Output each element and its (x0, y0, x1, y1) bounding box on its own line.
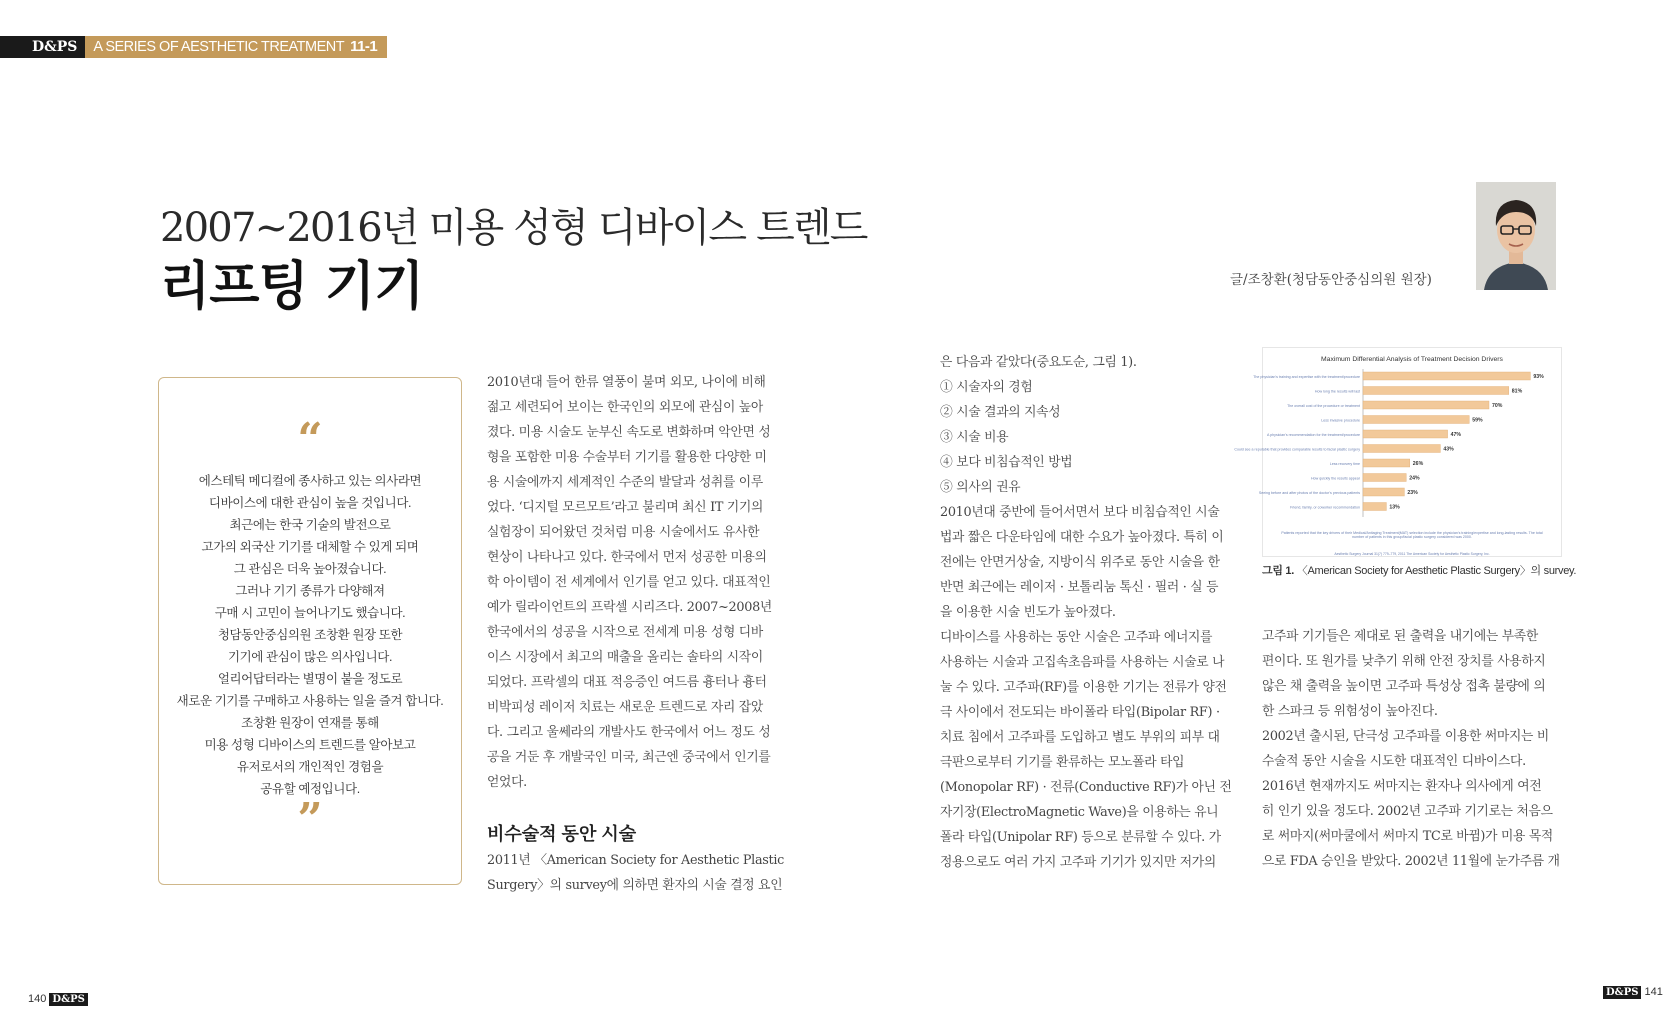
text-line: 수술적 동안 시술을 시도한 대표적인 디바이스다. (1262, 754, 1526, 769)
category-label: The physician’s training and expertise with the treatment/procedure (1253, 375, 1360, 379)
left-page-footer (28, 993, 88, 1005)
text-line: 얻었다. (487, 775, 527, 790)
magazine-brand: D&PS (0, 36, 85, 58)
quote-line: 청담동안중심의원 조창환 원장 또한 (217, 628, 403, 642)
quote-line: 그러나 기기 종류가 다양해져 (235, 584, 385, 598)
series-number: 11-1 (350, 38, 378, 55)
figure-caption-text: 〈American Society for Aesthetic Plastic Surgery〉의 survey. (1296, 565, 1577, 577)
text-line: 으로 FDA 승인을 받았다. 2002년 11월에 눈가주름 개 (1262, 854, 1560, 869)
body-column-1 (487, 370, 792, 795)
text-line: 예가 릴라이언트의 프락셀 시리즈다. 2007~2008년 (487, 600, 772, 615)
series-name: A SERIES OF AESTHETIC TREATMENT (93, 39, 345, 55)
text-line: 실험장이 되어왔던 것처럼 미용 시술에서도 유사한 (487, 525, 760, 540)
author-photo (1476, 182, 1556, 290)
figure-caption (1262, 562, 1576, 578)
category-label: Could see a reputable that provides comparable results to facial plastic surgery (1234, 447, 1360, 452)
series-title (85, 36, 387, 58)
chart-bar (1363, 401, 1489, 409)
text-line: 편이다. 또 원가를 낮추기 위해 안전 장치를 사용하지 (1262, 654, 1546, 669)
text-line: ① 시술자의 경험 (940, 380, 1033, 395)
text-line: 이스 시장에서 최고의 매출을 올리는 솔타의 시작이 (487, 650, 763, 665)
author-portrait-icon (1476, 182, 1556, 290)
text-line: 2016년 현재까지도 써마지는 환자나 의사에게 여전 (1262, 779, 1542, 794)
text-line: 극판으로부터 기기를 환류하는 모노폴라 타입 (940, 755, 1185, 770)
chart-bar (1363, 488, 1404, 496)
text-line: 폴라 타입(Unipolar RF) 등으로 분류할 수 있다. 가 (940, 830, 1221, 845)
quote-line: 공유할 예정입니다. (260, 782, 360, 796)
category-label: Seeing before and after photos of the doctor’s previous patients (1258, 491, 1360, 495)
text-line: 전에는 안면거상술, 지방이식 위주로 동안 시술을 한 (940, 555, 1220, 570)
text-line: 극 사이에서 전도되는 바이폴라 타입(Bipolar RF) · (940, 705, 1220, 720)
text-line: 반면 최근에는 레이저 · 보톨리눔 톡신 · 필러 · 실 등 (940, 580, 1219, 595)
bar-value-label: 26% (1412, 461, 1424, 467)
bar-value-label: 93% (1533, 374, 1544, 380)
text-line: 2011년 〈American Society for Aesthetic Plastic (487, 853, 785, 868)
text-line: ② 시술 결과의 지속성 (940, 405, 1061, 420)
footer-logo-left: D&PS (49, 993, 87, 1006)
article-title: 리프팅 기기 (160, 256, 424, 317)
text-line: 디바이스를 사용하는 동안 시술은 고주파 에너지를 (940, 630, 1213, 645)
quote-line: 얼리어답터라는 별명이 붙을 정도로 (217, 672, 403, 686)
bar-chart-svg (1234, 348, 1561, 556)
category-label: Friend, family, or coworker recommendation (1290, 505, 1360, 510)
text-line: 히 인기 있을 정도다. 2002년 고주파 기기로는 처음으 (1262, 804, 1553, 819)
text-line: Surgery〉의 survey에 의하면 환자의 시술 결정 요인 (487, 878, 783, 893)
text-line: 학 아이템이 전 세계에서 인기를 얻고 있다. 대표적인 (487, 575, 771, 590)
quote-line: 최근에는 한국 기술의 발전으로 (229, 518, 391, 532)
quote-line: 디바이스에 대한 관심이 높을 것입니다. (208, 496, 412, 510)
bar-value-label: 43% (1443, 446, 1454, 453)
text-line: 한국에서의 성공을 시작으로 전세계 미용 성형 디바 (487, 625, 763, 640)
category-label: How long the results will last (1314, 389, 1360, 394)
left-page-number: 140 (28, 993, 47, 1005)
chart-source: Aesthetic Surgery Journal 31(7) 779–779, 2011 The American Society for Aesthetic Plastic Surgery, Inc. (1334, 552, 1490, 556)
pull-quote-text (170, 470, 450, 800)
text-line: 법과 짧은 다운타임에 대한 수요가 높아졌다. 특히 이 (940, 530, 1224, 545)
chart-bar (1363, 474, 1406, 482)
quote-line: 미용 성형 디바이스의 트렌드를 알아보고 (204, 738, 416, 752)
text-line: 형을 포함한 미용 수술부터 기기를 활용한 다양한 미 (487, 450, 767, 465)
chart-bar (1363, 459, 1410, 467)
text-line: 비박피성 레이저 치료는 새로운 트렌드로 자리 잡았 (487, 700, 763, 715)
author-byline: 글/조창환(청담동안중심의원 원장) (1230, 272, 1432, 288)
quote-line: 고가의 외국산 기기를 대체할 수 있게 되며 (201, 540, 419, 554)
quote-line: 에스테틱 메디컬에 종사하고 있는 의사라면 (198, 474, 422, 488)
text-line: 2010년대 들어 한류 열풍이 불며 외모, 나이에 비해 (487, 375, 766, 390)
text-line: 을 이용한 시술 빈도가 높아졌다. (940, 605, 1116, 620)
bar-value-label: 47% (1450, 432, 1461, 438)
text-line: 은 다음과 같았다(중요도순, 그림 1). (940, 355, 1137, 370)
article-subtitle: 2007~2016년 미용 성형 디바이스 트렌드 (160, 205, 867, 251)
text-line: 로 써마지(써마쿨에서 써마지 TC로 바뀜)가 미용 목적 (1262, 829, 1553, 844)
chart-bar (1363, 387, 1509, 395)
text-line: 사용하는 시술과 고집속초음파를 사용하는 시술로 나 (940, 655, 1225, 670)
survey-chart (1234, 347, 1562, 557)
text-line: 치료 침에서 고주파를 도입하고 별도 부위의 피부 대 (940, 730, 1220, 745)
chart-bar (1363, 372, 1530, 380)
quote-line: 유저로서의 개인적인 경험을 (236, 760, 384, 774)
text-line: 공을 거둔 후 개발국인 미국, 최근엔 중국에서 인기를 (487, 750, 771, 765)
chart-bar (1363, 445, 1440, 453)
right-page-number: 141 (1644, 986, 1663, 998)
series-header (0, 36, 387, 58)
text-line: (Monopolar RF) · 전류(Conductive RF)가 아닌 전 (940, 780, 1232, 795)
text-line: 정용으로도 여러 가지 고주파 기기가 있지만 저가의 (940, 855, 1216, 870)
body-column-3 (1262, 624, 1562, 874)
text-line: 않은 채 출력을 높이면 고주파 특성상 접촉 불량에 의 (1262, 679, 1546, 694)
quote-line: 구매 시 고민이 늘어나기도 했습니다. (214, 606, 406, 620)
right-page-footer (1603, 986, 1663, 998)
quote-line: 기기에 관심이 많은 의사입니다. (227, 650, 393, 664)
figure-label: 그림 1. (1262, 565, 1294, 577)
chart-bar (1363, 416, 1469, 424)
text-line: 졌다. 미용 시술도 눈부신 속도로 변화하며 악안면 성 (487, 425, 771, 440)
text-line: 되었다. 프락셀의 대표 적응증인 여드름 흉터나 흉터 (487, 675, 767, 690)
chart-title: Maximum Differential Analysis of Treatment Decision Drivers (1321, 356, 1503, 363)
chart-bar (1363, 430, 1448, 438)
text-line: 한 스파크 등 위험성이 높아진다. (1262, 704, 1438, 719)
category-label: How quickly the results appear (1311, 476, 1360, 481)
text-line: 용 시술에까지 세계적인 수준의 발달과 성취를 이루 (487, 475, 763, 490)
text-line: 다. 그리고 울쎄라의 개발사도 한국에서 어느 정도 성 (487, 725, 771, 740)
text-line: 고주파 기기들은 제대로 된 출력을 내기에는 부족한 (1262, 629, 1538, 644)
body-column-1-continued (487, 848, 792, 898)
close-quote-mark: ” (297, 794, 323, 845)
category-label: Less invasive procedure (1321, 418, 1360, 423)
chart-bar (1363, 503, 1386, 511)
bar-value-label: 24% (1409, 475, 1420, 482)
quote-line: 그 관심은 더욱 높아졌습니다. (233, 562, 387, 576)
text-line: ⑤ 의사의 권유 (940, 480, 1021, 495)
quote-line: 조창환 원장이 연재를 통해 (241, 716, 379, 730)
text-line: 자기장(ElectroMagnetic Wave)을 이용하는 유니 (940, 805, 1219, 820)
text-line: 젊고 세련되어 보이는 한국인의 외모에 관심이 높아 (487, 400, 763, 415)
bar-value-label: 81% (1511, 388, 1523, 395)
text-line: 현상이 나타나고 있다. 한국에서 먼저 성공한 미용의 (487, 550, 767, 565)
bar-value-label: 23% (1407, 490, 1418, 496)
open-quote-mark: “ (297, 414, 323, 465)
bar-value-label: 70% (1492, 403, 1503, 409)
chart-footnote-text: Patients reported that the key drivers of their Medical/Antiaging Treatment(MAT) selection include the physician’s training/expertise and long-lasting results. The total number of patients in this group/facial plastic surgery considered was 2000. (1281, 531, 1543, 540)
quote-line: 새로운 기기를 구매하고 사용하는 일을 즐겨 합니다. (176, 694, 444, 708)
chart-footnote (1277, 531, 1547, 549)
text-line: ④ 보다 비침습적인 방법 (940, 455, 1073, 470)
text-line: 2010년대 중반에 들어서면서 보다 비침습적인 시술 (940, 505, 1220, 520)
text-line: 2002년 출시된, 단극성 고주파를 이용한 써마지는 비 (1262, 729, 1549, 744)
category-label: A physician’s recommendation for the treatment/procedure (1266, 433, 1360, 437)
footer-logo-right: D&PS (1603, 986, 1641, 999)
bar-value-label: 59% (1472, 417, 1483, 424)
bar-value-label: 13% (1389, 504, 1400, 511)
text-line: 눌 수 있다. 고주파(RF)를 이용한 기기는 전류가 양전 (940, 680, 1227, 695)
category-label: Less recovery time (1329, 462, 1360, 466)
body-column-2 (940, 350, 1240, 875)
text-line: 었다. ‘디지털 모르모트’라고 불리며 최신 IT 기기의 (487, 500, 764, 515)
text-line: ③ 시술 비용 (940, 430, 1009, 445)
category-label: The overall cost of the procedure or treatment (1287, 404, 1360, 408)
section-heading: 비수술적 동안 시술 (487, 824, 637, 844)
